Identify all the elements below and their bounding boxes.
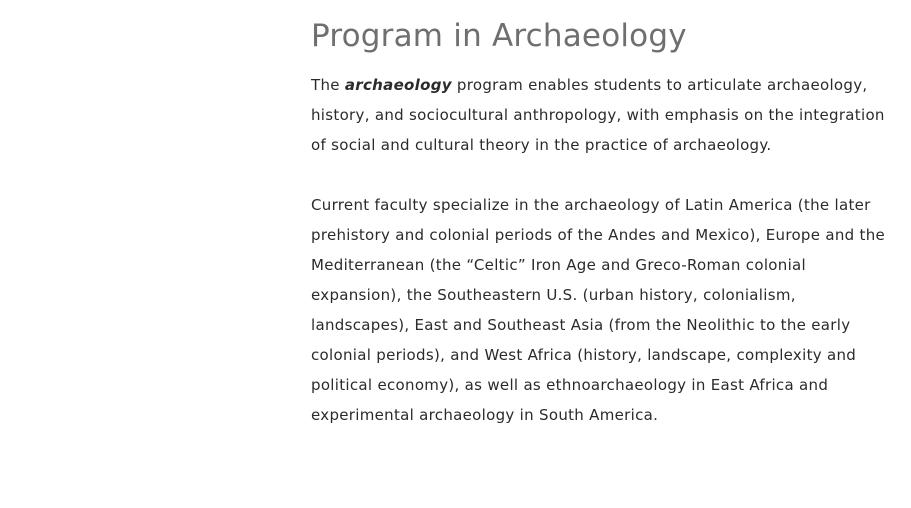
intro-paragraph xyxy=(311,70,891,160)
page-title: Program in Archaeology xyxy=(311,18,687,54)
faculty-paragraph: Current faculty specialize in the archaeology of Latin America (the later prehistory and colonial periods of the Andes and Mexico), Europe and the Mediterranean (the “Celtic” Iron Age and Greco-Roman colonial expansion), the Southeastern U.S. (urban history, colonialism, landscapes), East and Southeast Asia (from the Neolithic to the early colonial periods), and West Africa (history, landscape, complexity and political economy), as well as ethnoarchaeology in East Africa and experimental archaeology in South America. xyxy=(311,196,886,424)
emphasized-term: archaeology xyxy=(344,76,452,94)
intro-text-before: The xyxy=(311,76,345,94)
intro-text-after: program enables students to articulate archaeology, history, and sociocultural anthropology, with emphasis on the integration of social and cultural theory in the practice of archaeology. xyxy=(311,76,885,154)
main-content xyxy=(311,14,891,430)
